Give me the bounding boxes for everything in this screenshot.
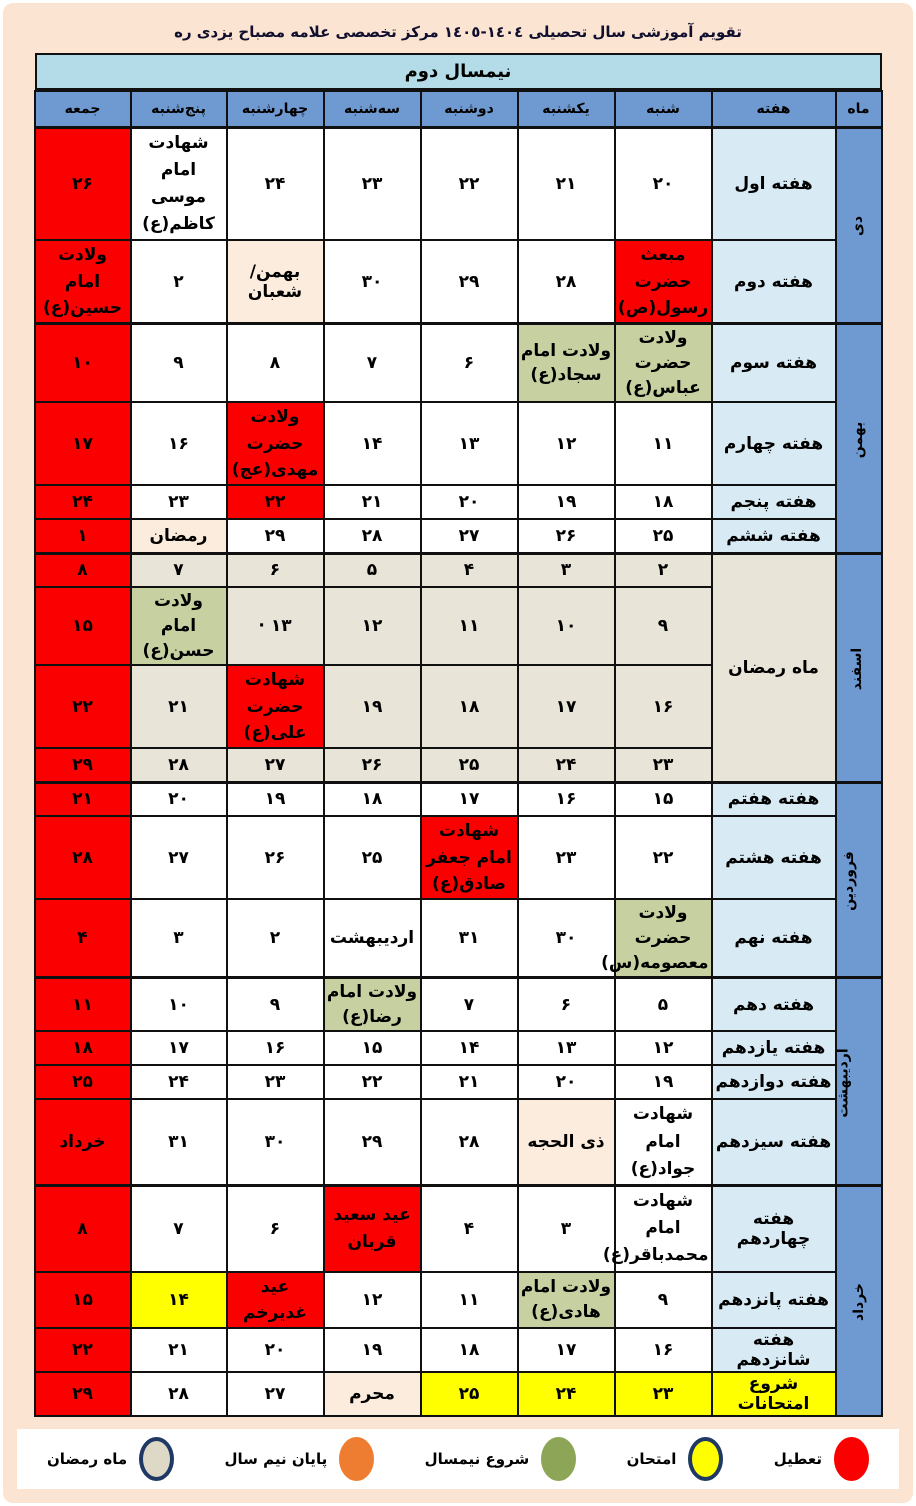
legend-bar	[17, 1429, 899, 1489]
day-cell: ۲۸	[131, 748, 227, 782]
day-cell: ۲۲	[227, 485, 324, 519]
day-cell: ولادت امام هادی(ع)	[518, 1272, 615, 1329]
header-row	[35, 91, 882, 127]
day-cell: ۲۳	[518, 816, 615, 899]
day-cell: ولادت امام سجاد(ع)	[518, 324, 615, 402]
day-cell: ۲۵	[35, 1065, 131, 1099]
day-cell: ۲	[131, 240, 227, 324]
day-cell: ۷	[131, 553, 227, 587]
week-label: هفته اول	[712, 127, 836, 240]
month-label-text: خرداد	[850, 1283, 867, 1322]
day-cell: ۲۵	[615, 519, 712, 553]
legend-swatch	[834, 1437, 869, 1481]
day-cell: ۲۵	[421, 1372, 518, 1416]
day-cell: ۲۱	[35, 782, 131, 816]
day-cell: ۲۰	[518, 1065, 615, 1099]
day-cell: ۳	[518, 553, 615, 587]
day-cell: ۱۸	[615, 485, 712, 519]
day-cell: ۳۱	[421, 899, 518, 977]
day-cell: ۱	[35, 519, 131, 553]
day-cell: ۹	[615, 587, 712, 665]
day-cell: ۱۳	[421, 402, 518, 485]
week-label: هفته چهاردهم	[712, 1185, 836, 1271]
legend-swatch	[688, 1437, 723, 1481]
legend-swatch	[541, 1437, 576, 1481]
day-cell: ۲۱	[131, 1328, 227, 1372]
calendar-body	[35, 127, 882, 1416]
day-cell: ۱۵	[35, 1272, 131, 1329]
day-cell: ۱۸	[421, 665, 518, 748]
week-label: هفته دوازدهم	[712, 1065, 836, 1099]
day-cell: ۲۲	[421, 127, 518, 240]
day-cell: عید غدیرخم	[227, 1272, 324, 1329]
day-cell: ۲	[615, 553, 712, 587]
week-label: هفته ششم	[712, 519, 836, 553]
month-label-text: فروردین	[840, 851, 857, 911]
day-cell: ۱۲	[615, 1031, 712, 1065]
legend-label: پایان نیم سال	[224, 1450, 328, 1469]
day-cell: ۱۸	[324, 782, 421, 816]
month-label	[836, 782, 882, 977]
day-cell: ۷	[324, 324, 421, 402]
month-label	[836, 127, 882, 324]
legend-item	[627, 1437, 724, 1481]
day-cell: ۹	[615, 1272, 712, 1329]
day-cell: ۲۵	[421, 748, 518, 782]
day-cell: ۱۲	[518, 402, 615, 485]
day-cell: شهادت امام جعفر صادق(ع)	[421, 816, 518, 899]
column-header-day: پنج‌شنبه	[131, 91, 227, 127]
day-cell: ۲۳	[131, 485, 227, 519]
day-cell: ۲۸	[421, 1099, 518, 1185]
day-cell: ۴	[421, 553, 518, 587]
day-cell: ۱۱	[615, 402, 712, 485]
day-cell: ۲۱	[421, 1065, 518, 1099]
day-cell: ۲۷	[421, 519, 518, 553]
day-cell: مبعث حضرت رسول(ص)	[615, 240, 712, 324]
day-cell: ۷	[131, 1185, 227, 1271]
day-cell: اردیبهشت	[324, 899, 421, 977]
week-label: هفته یازدهم	[712, 1031, 836, 1065]
column-header-day: چهارشنبه	[227, 91, 324, 127]
legend-item	[425, 1437, 577, 1481]
day-cell: ۱۱	[421, 587, 518, 665]
day-cell: ۶	[227, 553, 324, 587]
day-cell: ۱۹	[518, 485, 615, 519]
day-cell: ۲	[227, 899, 324, 977]
month-label-text: دی	[850, 216, 867, 237]
week-label: هفته هفتم	[712, 782, 836, 816]
column-header-month: ماه	[836, 91, 882, 127]
day-cell: ۱۷	[35, 402, 131, 485]
day-cell: ۱۵	[35, 587, 131, 665]
week-label: هفته پنجم	[712, 485, 836, 519]
day-cell: ۲۱	[131, 665, 227, 748]
legend-item	[225, 1437, 375, 1481]
day-cell: ۱۹	[324, 665, 421, 748]
month-label-text: بهمن	[850, 421, 867, 458]
day-cell: ۱۶	[615, 1328, 712, 1372]
day-cell: ۲۵	[324, 816, 421, 899]
column-header-day: دوشنبه	[421, 91, 518, 127]
day-cell: ۶	[227, 1185, 324, 1271]
day-cell: ۶	[518, 978, 615, 1032]
day-cell: ۱۶	[518, 782, 615, 816]
day-cell: ذی الحجه	[518, 1099, 615, 1185]
column-header-day: یکشنبه	[518, 91, 615, 127]
semester-header: نیمسال دوم	[35, 53, 882, 90]
legend-label: ماه رمضان	[47, 1450, 128, 1469]
day-cell: ۱۵	[324, 1031, 421, 1065]
legend-item	[774, 1437, 869, 1481]
day-cell: ۱۰	[131, 978, 227, 1032]
day-cell: ۱۱	[35, 978, 131, 1032]
column-header-day: سه‌شنبه	[324, 91, 421, 127]
day-cell: ۱۸	[421, 1328, 518, 1372]
day-cell: ۱۸	[35, 1031, 131, 1065]
week-label: هفته دوم	[712, 240, 836, 324]
week-label: هفته هشتم	[712, 816, 836, 899]
day-cell: ۱۴	[421, 1031, 518, 1065]
day-cell: ۱۹	[324, 1328, 421, 1372]
day-cell: ۲۹	[227, 519, 324, 553]
day-cell: ۲۳	[615, 1372, 712, 1416]
page-title: تقویم آموزشی سال تحصیلی ١٤٠٤-١٤٠٥ مرکز تخصصی علامه مصباح یزدی ره	[174, 23, 742, 41]
day-cell: محرم	[324, 1372, 421, 1416]
day-cell: ۲۷	[131, 816, 227, 899]
month-label-text: اردیبهشت	[835, 1047, 852, 1118]
day-cell: ۲۲	[615, 816, 712, 899]
day-cell: ۲۹	[35, 1372, 131, 1416]
day-cell: ۲۲	[35, 1328, 131, 1372]
day-cell: ۱۴	[131, 1272, 227, 1329]
day-cell: ۲۴	[227, 127, 324, 240]
day-cell: ۱۷	[518, 1328, 615, 1372]
day-cell: ۸	[35, 553, 131, 587]
day-cell: ۲۸	[518, 240, 615, 324]
legend-swatch	[339, 1437, 374, 1481]
day-cell: ۲۰	[131, 782, 227, 816]
day-cell: ۱۹	[615, 1065, 712, 1099]
day-cell: ۲۸	[35, 816, 131, 899]
legend-swatch	[139, 1437, 174, 1481]
day-cell: ۱۳ ·	[227, 587, 324, 665]
day-cell: ۲۹	[324, 1099, 421, 1185]
calendar-page	[3, 3, 913, 1503]
day-cell: ۲۹	[421, 240, 518, 324]
day-cell: ۴	[421, 1185, 518, 1271]
day-cell: ۹	[131, 324, 227, 402]
week-label: هفته نهم	[712, 899, 836, 977]
day-cell: ۲۴	[131, 1065, 227, 1099]
month-label	[836, 553, 882, 782]
week-label: هفته دهم	[712, 978, 836, 1032]
day-cell: بهمن/شعبان	[227, 240, 324, 324]
day-cell: ۱۶	[131, 402, 227, 485]
day-cell: ۳	[131, 899, 227, 977]
day-cell: ولادت امام رضا(ع)	[324, 978, 421, 1032]
day-cell: ولادت امام حسن(ع)	[131, 587, 227, 665]
day-cell: ۳۰	[227, 1099, 324, 1185]
calendar-table	[34, 90, 883, 1417]
day-cell: ۲۱	[324, 485, 421, 519]
day-cell: شهادت امام محمدباقر(ع)	[615, 1185, 712, 1271]
day-cell: ۳	[518, 1185, 615, 1271]
legend-label: شروع نیمسال	[424, 1450, 530, 1469]
day-cell: ۱۷	[518, 665, 615, 748]
day-cell: ۲۹	[35, 748, 131, 782]
day-cell: ۲۴	[35, 485, 131, 519]
week-label: هفته سوم	[712, 324, 836, 402]
day-cell: ولادت امام حسین(ع)	[35, 240, 131, 324]
day-cell: عید سعید قربان	[324, 1185, 421, 1271]
week-label: هفته پانزدهم	[712, 1272, 836, 1329]
day-cell: ۲۷	[227, 748, 324, 782]
day-cell: شهادت حضرت علی(ع)	[227, 665, 324, 748]
week-label: هفته سیزدهم	[712, 1099, 836, 1185]
day-cell: ۱۶	[615, 665, 712, 748]
day-cell: شهادت امام موسی کاظم(ع)	[131, 127, 227, 240]
day-cell: ۱۴	[324, 402, 421, 485]
exam-start-label: شروع امتحانات	[712, 1372, 836, 1416]
legend-label: امتحان	[626, 1450, 677, 1469]
day-cell: ۲۳	[324, 127, 421, 240]
ramadan-month-label: ماه رمضان	[712, 553, 836, 782]
legend-item	[47, 1437, 174, 1481]
day-cell: ۵	[615, 978, 712, 1032]
day-cell: ولادت حضرت معصومه(س)	[615, 899, 712, 977]
month-label	[836, 324, 882, 553]
day-cell: ۲۶	[35, 127, 131, 240]
day-cell: ۲۴	[518, 748, 615, 782]
day-cell: ۸	[35, 1185, 131, 1271]
day-cell: ۸	[227, 324, 324, 402]
day-cell: ۷	[421, 978, 518, 1032]
column-header-week: هفته	[712, 91, 836, 127]
day-cell: ۱۷	[131, 1031, 227, 1065]
week-label: هفته چهارم	[712, 402, 836, 485]
month-label	[836, 978, 882, 1186]
day-cell: ۱۰	[518, 587, 615, 665]
day-cell: ۵	[324, 553, 421, 587]
column-header-day: شنبه	[615, 91, 712, 127]
day-cell: ۳۰	[518, 899, 615, 977]
day-cell: شهادت امام جواد(ع)	[615, 1099, 712, 1185]
day-cell: ۱۷	[421, 782, 518, 816]
week-label: هفته شانزدهم	[712, 1328, 836, 1372]
day-cell: ۲۷	[227, 1372, 324, 1416]
day-cell: ۱۰	[35, 324, 131, 402]
day-cell: خرداد	[35, 1099, 131, 1185]
day-cell: ۲۲	[324, 1065, 421, 1099]
day-cell: ۳۱	[131, 1099, 227, 1185]
column-header-day: جمعه	[35, 91, 131, 127]
day-cell: ۲۱	[518, 127, 615, 240]
day-cell: ولادت حضرت مهدی(عج)	[227, 402, 324, 485]
day-cell: ۲۰	[615, 127, 712, 240]
legend-label: تعطیل	[773, 1450, 822, 1469]
day-cell: ۲۳	[227, 1065, 324, 1099]
day-cell: ولادت حضرت عباس(ع)	[615, 324, 712, 402]
day-cell: ۱۹	[227, 782, 324, 816]
day-cell: ۹	[227, 978, 324, 1032]
day-cell: ۲۰	[227, 1328, 324, 1372]
day-cell: ۲۶	[324, 748, 421, 782]
day-cell: ۱۳	[518, 1031, 615, 1065]
day-cell: ۱۵	[615, 782, 712, 816]
month-label	[836, 1185, 882, 1416]
day-cell: ۲۸	[131, 1372, 227, 1416]
day-cell: ۱۲	[324, 587, 421, 665]
month-label-text: اسفند	[849, 647, 866, 690]
day-cell: ۲۸	[324, 519, 421, 553]
day-cell: رمضان	[131, 519, 227, 553]
day-cell: ۱۲	[324, 1272, 421, 1329]
day-cell: ۲۰	[421, 485, 518, 519]
day-cell: ۲۳	[615, 748, 712, 782]
day-cell: ۲۲	[35, 665, 131, 748]
day-cell: ۱۱	[421, 1272, 518, 1329]
day-cell: ۴	[35, 899, 131, 977]
day-cell: ۱۶	[227, 1031, 324, 1065]
day-cell: ۳۰	[324, 240, 421, 324]
day-cell: ۶	[421, 324, 518, 402]
day-cell: ۲۴	[518, 1372, 615, 1416]
day-cell: ۲۶	[227, 816, 324, 899]
day-cell: ۲۶	[518, 519, 615, 553]
